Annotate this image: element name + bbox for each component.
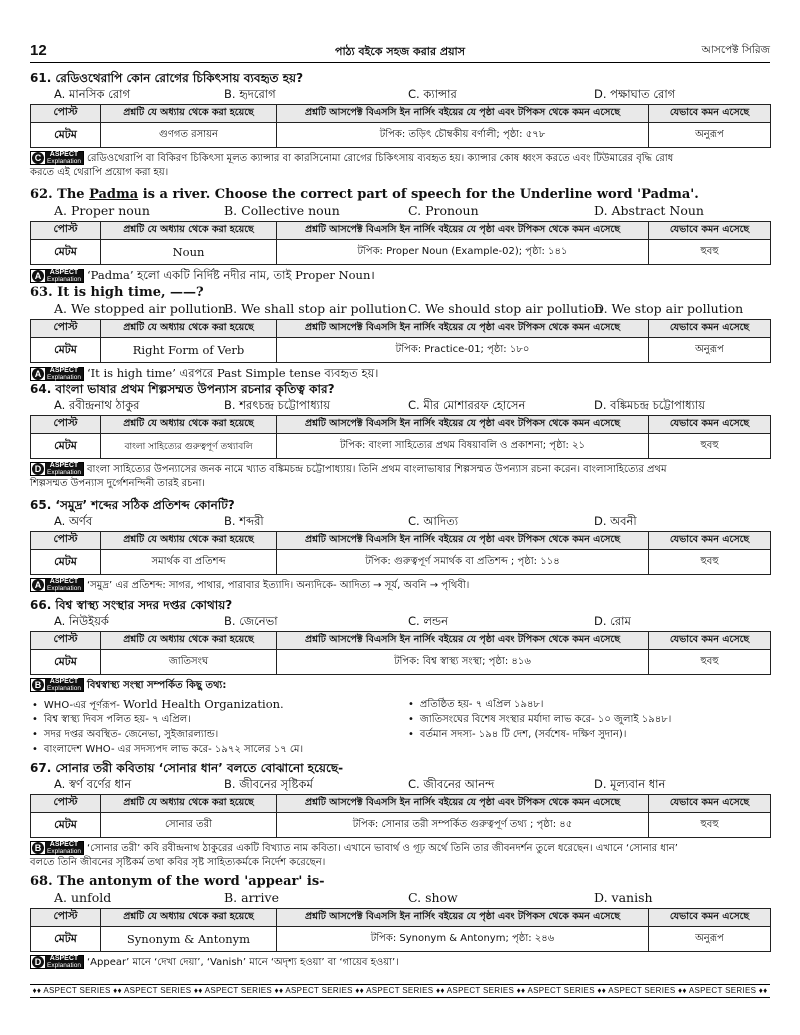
option-b: B. arrive (224, 890, 279, 905)
explanation-text: ‘Padma’ হলো একটি নির্দিষ্ট নদীর নাম, তাই Proper Noun। (86, 268, 375, 282)
explanation (30, 841, 770, 870)
options-row (30, 397, 770, 413)
page-header (30, 42, 770, 60)
source-table (30, 104, 771, 148)
source-table (30, 221, 771, 265)
options-row (30, 513, 770, 529)
option-c: C. আদিত্য (408, 514, 459, 528)
cell-post: মেটম (31, 434, 101, 459)
question-68 (30, 874, 770, 970)
cell-chapter: সমার্থক বা প্রতিশব্দ (101, 550, 277, 575)
answer-letter: D (32, 463, 44, 475)
answer-letter: D (32, 956, 44, 968)
header-post: পোস্ট (31, 105, 101, 123)
source-table (30, 531, 771, 575)
explanation-text: ‘সমুদ্র’ এর প্রতিশব্দ: সাগর, পাথার, পারাবার ইত্যাদি। অন্যদিকে- আদিত্য → সূর্য, অবনি → পৃথিবী। (86, 580, 470, 591)
cell-topic: টপিক: বাংলা সাহিত্যের প্রথম বিষয়াবলি ও প্রকাশনা; পৃষ্ঠা: ২১ (277, 434, 649, 459)
explanation (30, 366, 770, 382)
explanation (30, 462, 770, 491)
explanation (30, 151, 770, 180)
option-b: B. শব্দরী (224, 514, 264, 528)
list-item: • বিশ্ব স্বাস্থ্য দিবস পলিত হয়- ৭ এপ্রিল। (32, 712, 191, 729)
underlined-word: Padma (89, 187, 139, 202)
question-title: 64. বাংলা ভাষার প্রথম শিল্পসম্মত উপন্যাস রচনার কৃতিত্ব কার? (30, 382, 335, 396)
cell-post: মেটম (31, 338, 101, 363)
header-how: যেভাবে কমন এসেছে (649, 320, 771, 338)
answer-letter: A (32, 579, 44, 591)
cell-how: হুবহু (649, 650, 771, 675)
question-65 (30, 497, 770, 593)
aspect-explanation-badge: A ASPECT Explanation (30, 367, 84, 381)
header-topic: প্রশ্নটি আসপেক্ট বিএসসি ইন নার্সিং বইয়ের যে পৃষ্ঠা এবং টপিকস থেকে কমন এসেছে (277, 416, 649, 434)
option-d: D. পক্ষাঘাত রোগ (594, 87, 676, 101)
cell-post: মেটম (31, 927, 101, 952)
option-b: B. Collective noun (224, 203, 340, 218)
explanation-text-cont: শিল্পসম্মত উপন্যাস দুর্গেশনন্দিনী তারই রচনা। (30, 478, 205, 489)
aspect-explanation-badge: B ASPECT Explanation (30, 841, 84, 855)
options-row (30, 203, 770, 219)
page-number: 12 (30, 42, 47, 59)
source-table (30, 631, 771, 675)
question-title: 63. It is high time, ——? (30, 285, 204, 300)
option-d: D. vanish (594, 890, 653, 905)
source-table (30, 794, 771, 838)
cell-post: মেটম (31, 650, 101, 675)
question-64 (30, 381, 770, 491)
list-item: • বাংলাদেশ WHO- এর সদস্যপদ লাভ করে- ১৯৭২ সালের ১৭ মে। (32, 742, 303, 759)
option-d: D. Abstract Noun (594, 203, 704, 218)
fact-bullets (30, 693, 770, 755)
explanation-text-cont: বলতে তিনি জীবনের সৃষ্টিকর্ম তথা কবির সৃষ্ট সাহিত্যকর্মকে নির্দেশ করেছেন। (30, 857, 326, 868)
cell-chapter: Right Form of Verb (101, 338, 277, 363)
option-c: C. লন্ডন (408, 614, 448, 628)
cell-how: অনুরূপ (649, 123, 771, 148)
options-row (30, 890, 770, 906)
option-a: A. We stopped air pollution (54, 301, 227, 316)
aspect-explanation-badge: D ASPECT Explanation (30, 462, 84, 476)
cell-chapter: জাতিসংঘ (101, 650, 277, 675)
option-c: C. We should stop air pollution (408, 301, 603, 316)
option-a: A. Proper noun (54, 203, 150, 218)
option-b: B. হৃদরোগ (224, 87, 276, 101)
option-d: D. বঙ্কিমচন্দ্র চট্টোপাধ্যায় (594, 398, 706, 412)
header-post: পোস্ট (31, 795, 101, 813)
header-how: যেভাবে কমন এসেছে (649, 532, 771, 550)
answer-letter: A (32, 270, 44, 282)
options-row (30, 301, 770, 317)
list-item: • প্রতিষ্ঠিত হয়- ৭ এপ্রিল ১৯৪৮। (408, 697, 544, 714)
question-67 (30, 760, 770, 870)
header-post: পোস্ট (31, 532, 101, 550)
list-item: • WHO-এর পূর্ণরূপ- World Health Organization. (32, 697, 284, 715)
answer-letter: C (32, 152, 44, 164)
answer-letter: A (32, 368, 44, 380)
option-a: A. স্বর্ণ বর্ণের ধান (54, 777, 132, 791)
answer-letter: B (32, 842, 44, 854)
header-topic: প্রশ্নটি আসপেক্ট বিএসসি ইন নার্সিং বইয়ের যে পৃষ্ঠা এবং টপিকস থেকে কমন এসেছে (277, 909, 649, 927)
header-topic: প্রশ্নটি আসপেক্ট বিএসসি ইন নার্সিং বইয়ের যে পৃষ্ঠা এবং টপিকস থেকে কমন এসেছে (277, 222, 649, 240)
option-c: C. মীর মোশাররফ হোসেন (408, 398, 526, 412)
source-table (30, 415, 771, 459)
cell-how: অনুরূপ (649, 927, 771, 952)
option-c: C. Pronoun (408, 203, 479, 218)
explanation (30, 678, 770, 693)
option-a: A. মানসিক রোগ (54, 87, 131, 101)
aspect-explanation-badge: A ASPECT Explanation (30, 578, 84, 592)
header-how: যেভাবে কমন এসেছে (649, 795, 771, 813)
explanation (30, 268, 770, 284)
cell-topic: টপিক: সোনার তরী সম্পর্কিত গুরুত্বপূর্ণ তথ্য ; পৃষ্ঠা: ৪৫ (277, 813, 649, 838)
option-a: A. unfold (54, 890, 112, 905)
options-row (30, 613, 770, 629)
option-b: B. We shall stop air pollution (224, 301, 407, 316)
header-post: পোস্ট (31, 222, 101, 240)
option-b: B. জীবনের সৃষ্টিকর্ম (224, 777, 313, 791)
cell-post: মেটম (31, 813, 101, 838)
header-chapter: প্রশ্নটি যে অধ্যায় থেকে করা হয়েছে (101, 416, 277, 434)
explanation-text: রেডিওথেরাপি বা বিকিরণ চিকিৎসা মূলত ক্যান্সার বা কারসিনোমা রোগের চিকিৎসায় ব্যবহৃত হয়। ক্যান্সার কোষ ধ্বংস করতে এবং টিউমারের বৃদ্ধি রোধ (86, 153, 674, 164)
options-row (30, 776, 770, 792)
header-topic: প্রশ্নটি আসপেক্ট বিএসসি ইন নার্সিং বইয়ের যে পৃষ্ঠা এবং টপিকস থেকে কমন এসেছে (277, 632, 649, 650)
explanation-text: বিশ্বস্বাস্থ্য সংস্থা সম্পর্কিত কিছু তথ্য: (86, 680, 227, 691)
cell-chapter: গুণগত রসায়ন (101, 123, 277, 148)
question-title: 65. ‘সমুদ্র’ শব্দের সঠিক প্রতিশব্দ কোনটি? (30, 498, 235, 512)
cell-topic: টপিক: বিশ্ব স্বাস্থ্য সংস্থা; পৃষ্ঠা: ৪১৬ (277, 650, 649, 675)
list-item: • জাতিসংঘের বিশেষ সংস্থার মর্যাদা লাভ করে- ১০ জুলাই ১৯৪৮। (408, 712, 671, 729)
header-how: যেভাবে কমন এসেছে (649, 105, 771, 123)
cell-chapter: সোনার তরী (101, 813, 277, 838)
source-table (30, 319, 771, 363)
header-topic: প্রশ্নটি আসপেক্ট বিএসসি ইন নার্সিং বইয়ের যে পৃষ্ঠা এবং টপিকস থেকে কমন এসেছে (277, 532, 649, 550)
header-how: যেভাবে কমন এসেছে (649, 632, 771, 650)
page-footer: ♦♦ ASPECT SERIES ♦♦ ASPECT SERIES ♦♦ ASPECT SERIES ♦♦ ASPECT SERIES ♦♦ ASPECT SERIES ♦♦ ASPECT SERIES ♦♦ ASPECT SERIES ♦♦ ASPECT SERIES ♦♦ ASPECT SERIES ♦♦ (30, 984, 770, 998)
cell-topic: টপিক: তড়িৎ চৌম্বকীয় বর্ণালী; পৃষ্ঠা: ৫৭৮ (277, 123, 649, 148)
header-chapter: প্রশ্নটি যে অধ্যায় থেকে করা হয়েছে (101, 532, 277, 550)
header-chapter: প্রশ্নটি যে অধ্যায় থেকে করা হয়েছে (101, 222, 277, 240)
options-row (30, 86, 770, 102)
header-chapter: প্রশ্নটি যে অধ্যায় থেকে করা হয়েছে (101, 909, 277, 927)
cell-how: অনুরূপ (649, 338, 771, 363)
option-d: D. We stop air pollution (594, 301, 744, 316)
cell-chapter: Noun (101, 240, 277, 265)
aspect-explanation-badge: B ASPECT Explanation (30, 678, 84, 692)
cell-post: মেটম (31, 550, 101, 575)
page-title: পাঠ্য বইকে সহজ করার প্রয়াস (334, 45, 466, 58)
list-item: • সদর দপ্তর অবস্থিত- জেনেভা, সুইজারল্যান্ড। (32, 727, 218, 744)
list-item: • বর্তমান সদস্য- ১৯৪ টি দেশ, (সর্বশেষ- দক্ষিণ সুদান)। (408, 727, 626, 744)
explanation (30, 578, 770, 593)
aspect-explanation-badge: D ASPECT Explanation (30, 955, 84, 969)
question-66 (30, 597, 770, 755)
question-title: 67. সোনার তরী কবিতায় ‘সোনার ধান’ বলতে বোঝানো হয়েছে- (30, 761, 344, 775)
header-how: যেভাবে কমন এসেছে (649, 416, 771, 434)
cell-chapter: বাংলা সাহিত্যের গুরুত্বপূর্ণ তথ্যাবলি (101, 434, 277, 459)
option-c: C. জীবনের আনন্দ (408, 777, 495, 791)
cell-how: হুবহু (649, 434, 771, 459)
header-divider (30, 62, 770, 63)
explanation-text-cont: করতে এই থেরাপি প্রয়োগ করা হয়। (30, 167, 169, 178)
option-b: B. জেনেভা (224, 614, 278, 628)
question-title: 66. বিশ্ব স্বাস্থ্য সংস্থার সদর দপ্তর কোথায়? (30, 598, 233, 612)
explanation (30, 955, 770, 970)
option-d: D. অবনী (594, 514, 637, 528)
source-table (30, 908, 771, 952)
explanation-text: বাংলা সাহিত্যের উপন্যাসের জনক নামে খ্যাত বঙ্কিমচন্দ্র চট্টোপাধ্যায়। তিনি প্রথম বাংলাভাষার শিল্পসম্মত উপন্যাস রচনা করেন। বাংলাসাহিত্যের প্রথম (86, 464, 667, 475)
option-c: C. show (408, 890, 458, 905)
cell-topic: টপিক: গুরুত্বপূর্ণ সমার্থক বা প্রতিশব্দ ; পৃষ্ঠা: ১১৪ (277, 550, 649, 575)
cell-post: মেটম (31, 123, 101, 148)
header-chapter: প্রশ্নটি যে অধ্যায় থেকে করা হয়েছে (101, 320, 277, 338)
cell-how: হুবহু (649, 550, 771, 575)
option-a: A. রবীন্দ্রনাথ ঠাকুর (54, 398, 140, 412)
header-chapter: প্রশ্নটি যে অধ্যায় থেকে করা হয়েছে (101, 632, 277, 650)
question-62 (30, 187, 770, 284)
header-chapter: প্রশ্নটি যে অধ্যায় থেকে করা হয়েছে (101, 105, 277, 123)
option-a: A. অর্ণব (54, 514, 93, 528)
header-topic: প্রশ্নটি আসপেক্ট বিএসসি ইন নার্সিং বইয়ের যে পৃষ্ঠা এবং টপিকস থেকে কমন এসেছে (277, 105, 649, 123)
option-d: D. মূল্যবান ধান (594, 777, 666, 791)
question-title: 68. The antonym of the word 'appear' is- (30, 874, 325, 889)
question-63 (30, 285, 770, 382)
option-c: C. ক্যান্সার (408, 87, 457, 101)
header-post: পোস্ট (31, 632, 101, 650)
question-title: 61. রেডিওথেরাপি কোন রোগের চিকিৎসায় ব্যবহৃত হয়? (30, 71, 304, 85)
header-how: যেভাবে কমন এসেছে (649, 222, 771, 240)
question-61 (30, 70, 770, 180)
series-label: আসপেক্ট সিরিজ (701, 44, 770, 56)
cell-topic: টপিক: Practice-01; পৃষ্ঠা: ১৮০ (277, 338, 649, 363)
cell-how: হুবহু (649, 813, 771, 838)
answer-letter: B (32, 679, 44, 691)
question-title: 62. The Padma is a river. Choose the correct part of speech for the Underline word 'Padma'. (30, 187, 699, 202)
header-how: যেভাবে কমন এসেছে (649, 909, 771, 927)
option-b: B. শরৎচন্দ্র চট্টোপাধ্যায় (224, 398, 331, 412)
header-post: পোস্ট (31, 416, 101, 434)
explanation-text: ‘It is high time’ এরপরে Past Simple tense ব্যবহৃত হয়। (86, 366, 379, 380)
header-post: পোস্ট (31, 320, 101, 338)
header-chapter: প্রশ্নটি যে অধ্যায় থেকে করা হয়েছে (101, 795, 277, 813)
cell-topic: টপিক: Proper Noun (Example-02); পৃষ্ঠা: ১৪১ (277, 240, 649, 265)
option-a: A. নিউইয়র্ক (54, 614, 109, 628)
header-topic: প্রশ্নটি আসপেক্ট বিএসসি ইন নার্সিং বইয়ের যে পৃষ্ঠা এবং টপিকস থেকে কমন এসেছে (277, 795, 649, 813)
aspect-explanation-badge: A ASPECT Explanation (30, 269, 84, 283)
cell-topic: টপিক: Synonym & Antonym; পৃষ্ঠা: ২৪৬ (277, 927, 649, 952)
header-post: পোস্ট (31, 909, 101, 927)
option-d: D. রোম (594, 614, 631, 628)
aspect-explanation-badge: C ASPECT Explanation (30, 151, 84, 165)
cell-post: মেটম (31, 240, 101, 265)
cell-how: হুবহু (649, 240, 771, 265)
cell-chapter: Synonym & Antonym (101, 927, 277, 952)
explanation-text: ‘সোনার তরী’ কবি রবীন্দ্রনাথ ঠাকুরের একটি বিখ্যাত নাম কবিতা। এখানে ভাবার্থ ও গূঢ় অর্থে তিনি তার জীবনদর্শন তুলে ধরেছেন। এখানে ‘সোনার ধান’ (86, 843, 678, 854)
header-topic: প্রশ্নটি আসপেক্ট বিএসসি ইন নার্সিং বইয়ের যে পৃষ্ঠা এবং টপিকস থেকে কমন এসেছে (277, 320, 649, 338)
explanation-text: ‘Appear’ মানে ‘দেখা দেয়া’, ‘Vanish’ মানে ‘অদৃশ্য হওয়া’ বা ‘গায়েব হওয়া’। (86, 957, 399, 968)
